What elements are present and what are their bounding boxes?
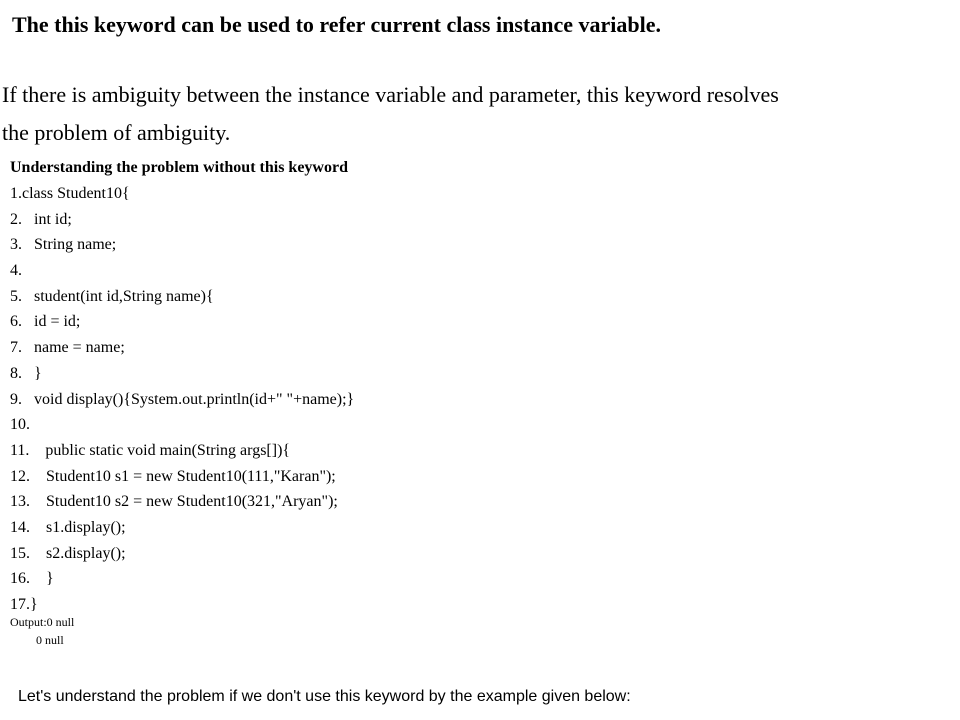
code-line: 5. student(int id,String name){ [10, 287, 214, 305]
code-line: 15. s2.display(); [10, 544, 126, 562]
code-line: 10. [10, 416, 30, 434]
code-line: 7. name = name; [10, 339, 125, 357]
code-line: 17.} [10, 596, 38, 613]
code-line: 13. Student10 s2 = new Student10(321,"Aryan"); [10, 493, 338, 511]
code-line: 9. void display(){System.out.println(id+" "+name);} [10, 390, 355, 408]
footer-note: Let's understand the problem if we don't use this keyword by the example given below: [18, 688, 631, 705]
output-line-1: Output:0 null [10, 615, 75, 629]
output-block [10, 613, 74, 649]
code-line: 6. id = id; [10, 313, 81, 331]
code-line: 8. } [10, 364, 42, 382]
code-section-title: Understanding the problem without this keyword [10, 159, 348, 176]
output-line-2: 0 null [36, 633, 64, 647]
code-line: 16. } [10, 570, 54, 588]
code-line: 1.class Student10{ [10, 185, 130, 202]
intro-line-2: the problem of ambiguity. [2, 120, 231, 145]
intro-line-1: If there is ambiguity between the instance variable and parameter, this keyword resolves [2, 82, 779, 107]
code-line: 14. s1.display(); [10, 518, 126, 536]
code-line: 2. int id; [10, 210, 72, 228]
code-line: 12. Student10 s1 = new Student10(111,"Karan"); [10, 467, 336, 485]
code-line: 11. public static void main(String args[]){ [10, 441, 291, 459]
code-line: 3. String name; [10, 236, 117, 254]
code-line: 4. [10, 262, 22, 280]
slide-heading: The this keyword can be used to refer current class instance variable. [12, 12, 661, 37]
code-listing [10, 181, 354, 618]
intro-paragraph [2, 76, 952, 152]
